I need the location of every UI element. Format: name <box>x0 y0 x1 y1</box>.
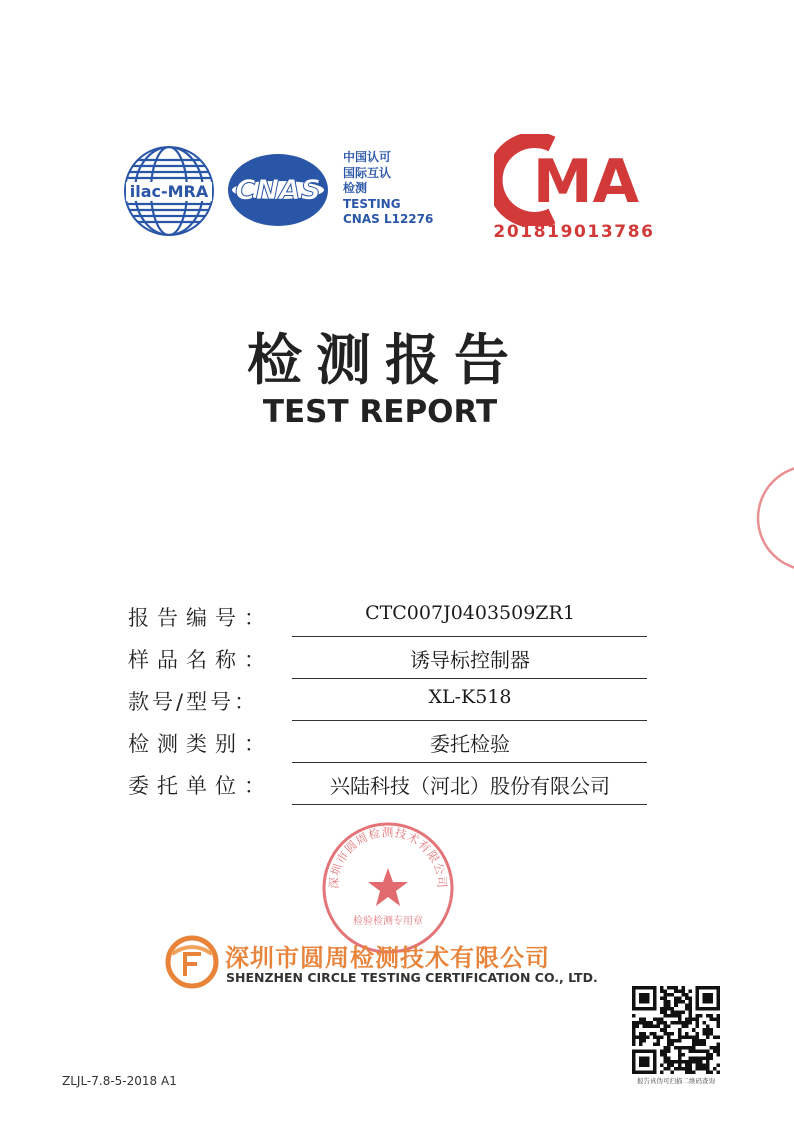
sample-name-label: 样品名称： <box>128 648 273 672</box>
info-row-model <box>128 680 648 722</box>
qr-caption: 报告真伪可扫描二维码查询 <box>637 1077 715 1085</box>
client-underline <box>292 804 647 805</box>
category-label: 检测类别： <box>128 732 273 756</box>
cnas-line-2: 国际互认 <box>343 165 392 180</box>
info-row-category <box>128 722 648 764</box>
edge-seal-stamp <box>752 462 794 574</box>
info-row-client <box>128 764 648 806</box>
model-value: XL-K518 <box>428 686 512 708</box>
cma-number: 201819013786 <box>493 222 655 242</box>
model-label: 款号/型号： <box>128 690 259 714</box>
company-seal-stamp <box>318 818 458 958</box>
report-title-en: TEST REPORT <box>262 394 498 430</box>
cnas-logo-text: CNAS <box>235 173 321 206</box>
cnas-logo <box>226 152 330 228</box>
seal-arc-text: 深圳市圆周检测技术有限公司 <box>326 825 450 890</box>
cnas-line-4: TESTING <box>343 196 401 211</box>
client-label: 委托单位： <box>128 774 273 798</box>
company-logo-icon <box>164 934 220 990</box>
category-value: 委托检验 <box>430 732 510 756</box>
ilac-mra-logo <box>122 144 216 238</box>
qr-code <box>632 986 720 1074</box>
report-no-underline <box>292 636 647 637</box>
client-value: 兴陆科技（河北）股份有限公司 <box>330 774 610 798</box>
report-no-label: 报告编号： <box>128 606 273 630</box>
cnas-line-3: 检测 <box>343 181 368 195</box>
sample-name-value: 诱导标控制器 <box>410 648 530 672</box>
report-info-table <box>128 596 648 806</box>
category-underline <box>292 762 647 763</box>
ilac-mra-text: ilac-MRA <box>129 182 209 201</box>
seal-sub-text: 检验检测专用章 <box>353 916 423 927</box>
cnas-line-5: CNAS L12276 <box>343 212 434 226</box>
cma-logo <box>494 134 654 226</box>
sample-name-underline <box>292 678 647 679</box>
report-title-cn: 检测报告 <box>246 328 523 392</box>
info-row-report-no <box>128 596 648 638</box>
company-name-en: SHENZHEN CIRCLE TESTING CERTIFICATION CO., LTD. <box>226 970 598 985</box>
cma-letters: MA <box>532 147 640 217</box>
model-underline <box>292 720 647 721</box>
cnas-accreditation-text <box>343 150 463 228</box>
company-name-cn: 深圳市圆周检测技术有限公司 <box>225 944 550 972</box>
document-code: ZLJL-7.8-5-2018 A1 <box>62 1074 177 1088</box>
cnas-line-1: 中国认可 <box>343 150 392 164</box>
info-row-sample-name <box>128 638 648 680</box>
report-no-value: CTC007J0403509ZR1 <box>365 602 575 624</box>
